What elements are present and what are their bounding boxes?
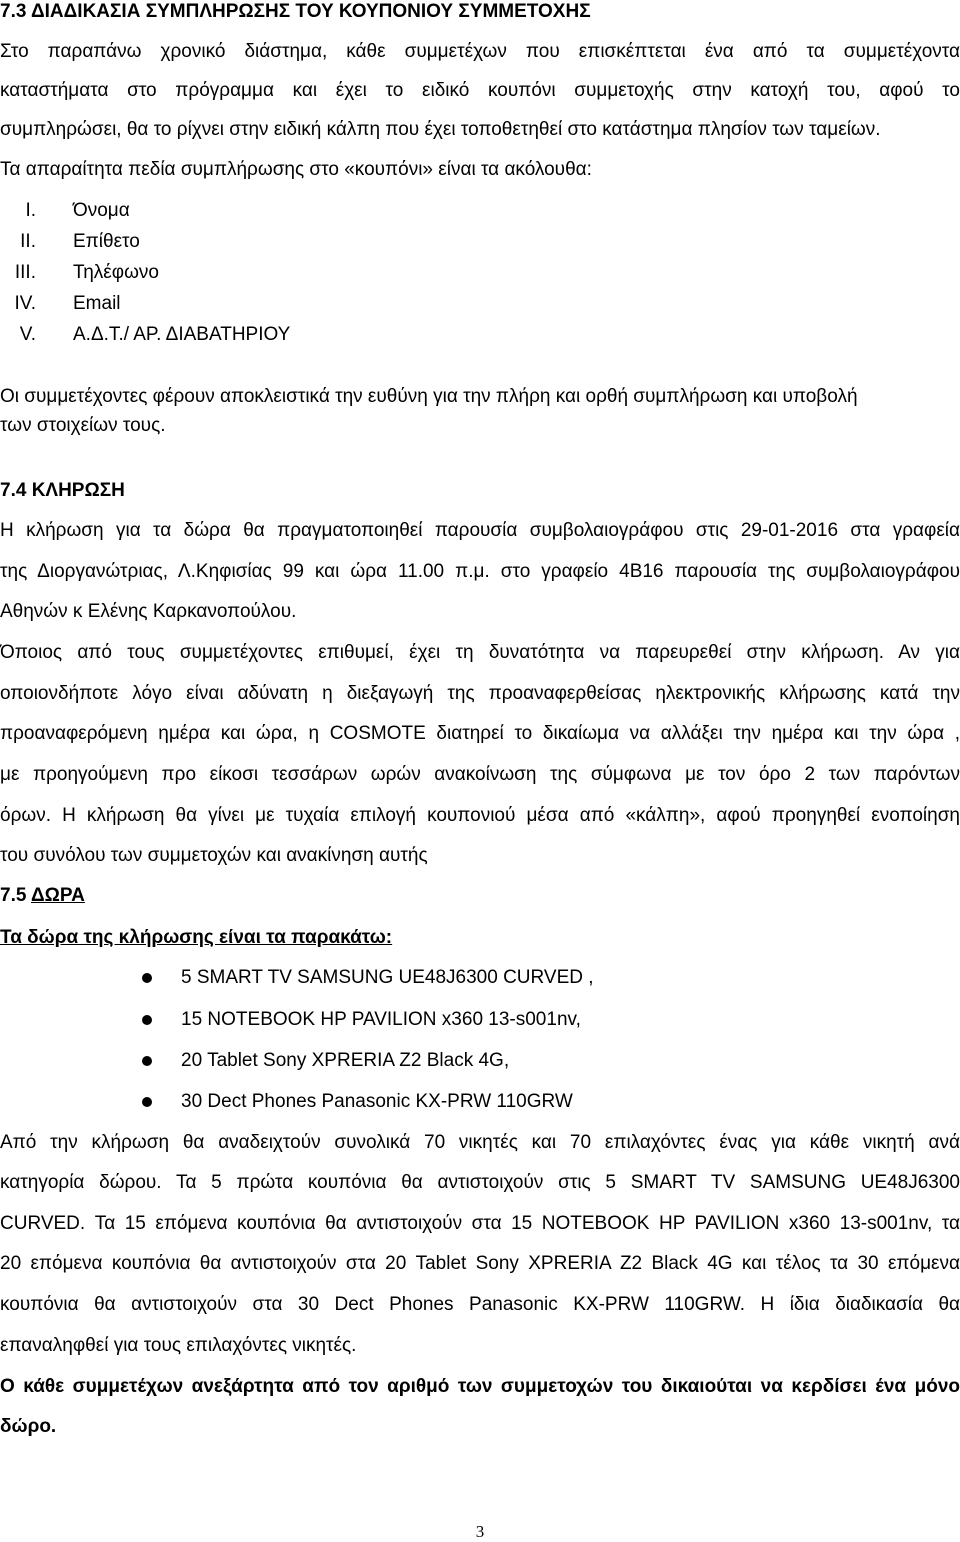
section-7-4-text-line: Όποιος από τους συμμετέχοντες επιθυμεί, έχει τη δυνατότητα να παρευρεθεί στην κλήρωση. Αν για: [0, 642, 960, 663]
section-7-4-text-line: της Διοργανώτριας, Λ.Κηφισίας 99 και ώρα 11.00 π.μ. στο γραφείο 4Β16 παρουσία της συμβολαιογράφου: [0, 561, 960, 582]
list-number: III.: [14, 262, 36, 283]
final-note-line: δώρο.: [0, 1416, 57, 1437]
section-7-4-text-line: Η κλήρωση για τα δώρα θα πραγματοποιηθεί παρουσία συμβολαιογράφου στις 29-01-2016 στα γραφεία: [0, 520, 960, 541]
page-number: 3: [475, 1522, 485, 1541]
section-7-5-text-line: κατηγορία δώρου. Τα 5 πρώτα κουπόνια θα αντιστοιχούν στις 5 SMART TV SAMSUNG UE48J6300: [0, 1172, 960, 1193]
section-7-3-text-line: συμπληρώσει, θα το ρίχνει στην ειδική κάλπη που έχει τοποθετηθεί στο κατάστημα πλησίον των ταμείων.: [0, 119, 881, 140]
section-7-4-text-line: οποιονδήποτε λόγο είναι αδύνατη η διεξαγωγή της προαναφερθείσας ηλεκτρονικής κλήρωσης κατά την: [0, 683, 960, 704]
bullet-icon: [142, 1097, 152, 1107]
section-7-4-text-line: όρων. Η κλήρωση θα γίνει με τυχαία επιλογή κουπονιού μέσα από «κάλπη», αφού προηγηθεί ενοποίηση: [0, 805, 960, 826]
section-7-4-text-line: με προηγούμενη προ είκοσι τεσσάρων ωρών ανακοίνωση της σύμφωνα με τον όρο 2 των παρόντων: [0, 764, 960, 785]
section-7-3-text-line: Τα απαραίτητα πεδία συμπλήρωσης στο «κουπόνι» είναι τα ακόλουθα:: [0, 159, 592, 180]
list-number: I.: [25, 200, 36, 221]
responsibility-text-line: των στοιχείων τους.: [0, 415, 166, 436]
field-label: Όνομα: [73, 200, 130, 221]
list-number: II.: [20, 231, 36, 252]
prize-list-item: [0, 967, 960, 989]
section-7-4-text-line: Αθηνών κ Ελένης Καρκανοπούλου.: [0, 601, 297, 622]
prize-label: 15 NOTEBOOK HP PAVILION x360 13-s001nv,: [181, 1009, 581, 1030]
section-7-5-text-line: 20 επόμενα κουπόνια θα αντιστοιχούν στα 20 Tablet Sony XPRERIA Z2 Black 4G και τέλος τα 30 επόμενα: [0, 1253, 960, 1274]
section-7-4-heading: 7.4 ΚΛΗΡΩΣΗ: [0, 480, 125, 501]
section-7-3-heading: 7.3 ΔΙΑΔΙΚΑΣΙΑ ΣΥΜΠΛΗΡΩΣΗΣ ΤΟΥ ΚΟΥΠΟΝΙΟΥ ΣΥΜΜΕΤΟΧΗΣ: [0, 1, 591, 22]
section-7-5-heading-word: ΔΩΡΑ: [31, 885, 85, 906]
bullet-icon: [142, 973, 152, 983]
section-7-3-text-line: καταστήματα στο πρόγραμμα και έχει το ειδικό κουπόνι συμμετοχής στην κατοχή του, αφού το: [0, 80, 960, 101]
prize-list-item: [0, 1009, 960, 1031]
field-label: Τηλέφωνο: [73, 262, 159, 283]
section-7-5-text-line: Από την κλήρωση θα αναδειχτούν συνολικά 70 νικητές και 70 επιλαχόντες ένας για κάθε νικητή ανά: [0, 1132, 960, 1153]
list-number: V.: [19, 324, 36, 345]
responsibility-text-line: Οι συμμετέχοντες φέρουν αποκλειστικά την ευθύνη για την πλήρη και ορθή συμπλήρωση και υποβολή: [0, 386, 858, 407]
prize-label: 5 SMART TV SAMSUNG UE48J6300 CURVED ,: [181, 967, 594, 988]
section-7-4-text-line: του συνόλου των συμμετοχών και ανακίνηση αυτής: [0, 845, 428, 866]
prizes-heading: Τα δώρα της κλήρωσης είναι τα παρακάτω:: [0, 927, 393, 948]
section-7-5-text-line: κουπόνια θα αντιστοιχούν στα 30 Dect Phones Panasonic KX-PRW 110GRW. Η ίδια διαδικασία θα: [0, 1294, 960, 1315]
field-label: Email: [73, 293, 121, 314]
section-7-4-text-line: προαναφερόμενη ημέρα και ώρα, η COSMOTE διατηρεί το δικαίωμα να αλλάξει την ημέρα και την ώρα ,: [0, 723, 960, 744]
prize-list-item: [0, 1091, 960, 1113]
prize-list-item: [0, 1050, 960, 1072]
section-7-5-heading: [0, 885, 960, 907]
section-7-3-text-line: Στο παραπάνω χρονικό διάστημα, κάθε συμμετέχων που επισκέπτεται ένα από τα συμμετέχοντα: [0, 41, 960, 62]
field-label: Α.Δ.Τ./ ΑΡ. ΔΙΑΒΑΤΗΡΙΟΥ: [73, 324, 291, 345]
section-7-5-text-line: επαναληφθεί για τους επιλαχόντες νικητές.: [0, 1335, 357, 1356]
list-number: IV.: [14, 293, 36, 314]
final-note-line: Ο κάθε συμμετέχων ανεξάρτητα από τον αριθμό των συμμετοχών του δικαιούται να κερδίσει ένα μόνο: [0, 1376, 960, 1397]
field-label: Επίθετο: [73, 231, 140, 252]
section-7-5-heading-number: 7.5: [0, 885, 31, 906]
bullet-icon: [142, 1056, 152, 1066]
bullet-icon: [142, 1015, 152, 1025]
prize-label: 30 Dect Phones Panasonic KX-PRW 110GRW: [181, 1091, 573, 1112]
section-7-5-text-line: CURVED. Τα 15 επόμενα κουπόνια θα αντιστοιχούν στα 15 NOTEBOOK HP PAVILION x360 13-s001nv, τα: [0, 1213, 960, 1234]
prize-label: 20 Tablet Sony XPRERIA Z2 Black 4G,: [181, 1050, 510, 1071]
